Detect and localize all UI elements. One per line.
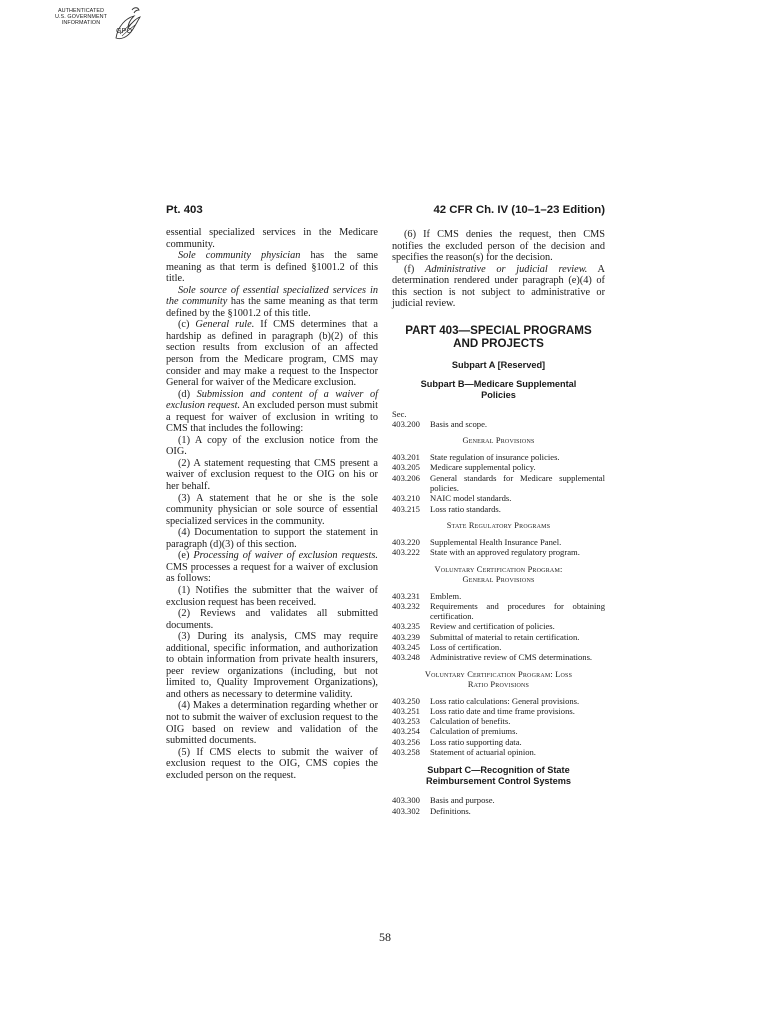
toc-entry — [392, 473, 605, 494]
subpart-heading-line: Subpart C—Recognition of State — [427, 765, 570, 776]
paragraph-heading: Submission and content of a waiver of exclusion request. — [166, 388, 378, 412]
toc-section-title: State regulation of insurance policies. — [430, 452, 560, 463]
toc-section-number: 403.205 — [392, 462, 420, 473]
toc-section-title: State with an approved regulatory program. — [430, 547, 580, 558]
toc-group-heading: State Regulatory Programs — [446, 520, 551, 530]
toc-entry — [392, 747, 605, 757]
paragraph: (2) A statement requesting that CMS present a waiver of exclusion request to the OIG on his or her behalf. — [166, 457, 378, 493]
paragraph: (2) Reviews and validates all submitted documents. — [166, 608, 378, 631]
logo-line-3: INFORMATION — [61, 20, 101, 26]
paragraph: (4) Makes a determination regarding whether or not to submit the waiver of exclusion request to the OIG based on review and validation of the submitted documents. — [166, 700, 378, 747]
toc-section-number: 403.235 — [392, 621, 420, 632]
toc-section-number: 403.220 — [392, 536, 420, 547]
toc-entry — [392, 537, 605, 547]
toc-entry — [392, 591, 605, 601]
toc-entry — [392, 696, 605, 706]
toc-entry — [392, 652, 605, 662]
toc-section-title: Supplemental Health Insurance Panel. — [430, 536, 562, 547]
part-title-line: PART 403—SPECIAL PROGRAMS — [405, 323, 592, 337]
toc-list-general — [392, 452, 605, 514]
paragraph — [392, 264, 605, 310]
toc-section-title: Administrative review of CMS determinations. — [430, 652, 593, 663]
right-column — [392, 229, 605, 816]
toc-group-heading-line: Voluntary Certification Program: Loss — [424, 669, 573, 679]
logo-line-1: AUTHENTICATED — [57, 8, 105, 14]
toc-section-number: 403.210 — [392, 493, 420, 504]
toc-list-vcp-general — [392, 591, 605, 663]
paragraph-text: An excluded person must submit a request for waiver of exclusion in writing to CMS that includes the following: — [166, 400, 378, 435]
gpo-authenticated-logo — [50, 4, 142, 46]
toc-section-title: Loss of certification. — [430, 641, 502, 652]
toc-group-heading-line: Ratio Provisions — [467, 679, 530, 689]
left-column — [166, 227, 378, 781]
toc-entry — [392, 547, 605, 557]
paragraph: essential specialized services in the Medicare community. — [166, 227, 378, 250]
subpart-heading-line: Subpart B—Medicare Supplemental — [420, 378, 577, 389]
toc-list-vcp-loss — [392, 696, 605, 758]
toc-section-number: 403.300 — [392, 795, 420, 806]
paragraph — [166, 250, 378, 285]
toc-section-number: 403.248 — [392, 652, 420, 663]
paragraph — [166, 319, 378, 388]
toc-section-title: Medicare supplemental policy. — [430, 462, 536, 473]
paragraph-text: has the same meaning as that term is defined §1001.2 of this title. — [166, 250, 378, 285]
paragraph — [166, 389, 378, 435]
toc-section-title: Loss ratio supporting data. — [430, 736, 522, 747]
toc-section-number: 403.231 — [392, 590, 420, 601]
paragraph-lead: (d) — [178, 388, 197, 400]
page-number: 58 — [379, 930, 391, 944]
toc-section-title: Loss ratio calculations: General provisions. — [430, 695, 580, 706]
toc-section-title: Statement of actuarial opinion. — [430, 747, 536, 758]
paragraph-lead: (f) — [404, 263, 426, 275]
toc-section-title: Calculation of premiums. — [430, 726, 518, 737]
toc-section-title: Submittal of material to retain certification. — [430, 631, 580, 642]
toc-section-number: 403.253 — [392, 716, 420, 727]
toc-section-title: Requirements and procedures for obtaining certification. — [430, 600, 605, 622]
toc-entry — [392, 632, 605, 642]
toc-section-number: 403.222 — [392, 547, 420, 558]
toc-entry — [392, 504, 605, 514]
toc-group-heading-line: General Provisions — [462, 574, 535, 584]
toc-section-number: 403.256 — [392, 736, 420, 747]
toc-section-number: 403.302 — [392, 805, 420, 816]
paragraph — [166, 285, 378, 320]
toc-section-title: Basis and purpose. — [430, 795, 495, 806]
paragraph-heading: Administrative or judicial review. — [425, 263, 588, 275]
paragraph-lead: (c) — [178, 319, 196, 331]
toc-section-number: 403.200 — [392, 418, 420, 429]
part-title — [392, 324, 605, 350]
part-title-line: AND PROJECTS — [453, 336, 544, 350]
toc-list-subpart-c — [392, 795, 605, 816]
subpart-c-heading — [392, 765, 605, 787]
toc-section-title: Loss ratio date and time frame provisions. — [430, 705, 575, 716]
paragraph: (1) Notifies the submitter that the waiver of exclusion request has been received. — [166, 584, 378, 608]
paragraph: (3) During its analysis, CMS may require additional, specific information, and authorization to obtain information from private health insurers, peer review organizations (including, but not limited to, Quality Improvement Organizations), and others as necessary to determine validity. — [166, 631, 378, 700]
toc-entry — [392, 419, 605, 429]
toc-section-title: NAIC model standards. — [430, 493, 512, 504]
gpo-logo-text — [50, 8, 132, 35]
paragraph-lead: (e) — [178, 550, 194, 562]
paragraph-text: A determination rendered under paragraph (e)(4) of this section is not subject to administrative or judicial review. — [392, 263, 605, 310]
defined-term: Sole community physician — [178, 250, 301, 262]
toc-list-basis — [392, 419, 605, 429]
toc-section-number: 403.254 — [392, 726, 420, 737]
toc-entry — [392, 642, 605, 652]
toc-section-title: Emblem. — [430, 590, 462, 601]
toc-section-number: 403.239 — [392, 631, 420, 642]
toc-section-title: Loss ratio standards. — [430, 503, 501, 514]
paragraph: (5) If CMS elects to submit the waiver of exclusion request to the OIG, CMS copies the excluded person on the request. — [166, 746, 378, 781]
toc-section-title: Calculation of benefits. — [430, 716, 511, 727]
subpart-a-heading: Subpart A [Reserved] — [451, 359, 546, 370]
toc-section-number: 403.258 — [392, 747, 420, 758]
paragraph-heading: Processing of waiver of exclusion requests. — [193, 550, 378, 562]
toc-entry — [392, 806, 605, 816]
logo-line-2: U.S. GOVERNMENT — [54, 14, 108, 20]
toc-list-state — [392, 537, 605, 558]
toc-section-title: General standards for Medicare supplemental policies. — [430, 472, 605, 494]
toc-section-number: 403.201 — [392, 452, 420, 463]
paragraph-text: If CMS determines that a hardship as defined in paragraph (b)(2) of this section results from exclusion of an affected person from the Medicare program, CMS may consider and may make a request to the Inspector General for waiver of the Medicare exclusion. — [166, 319, 378, 389]
toc-group-heading: General Provisions — [462, 436, 535, 446]
subpart-heading-line: Policies — [481, 389, 516, 400]
eagle-icon — [112, 4, 142, 46]
toc-entry — [392, 726, 605, 736]
toc-entry — [392, 737, 605, 747]
section-label: Sec. — [392, 408, 407, 419]
toc-section-number: 403.232 — [392, 600, 420, 611]
toc-section-number: 403.215 — [392, 503, 420, 514]
paragraph-text: has the same meaning as that term defined by the §1001.2 of this title. — [166, 296, 378, 319]
toc-section-number: 403.250 — [392, 695, 420, 706]
toc-entry — [392, 493, 605, 503]
paragraph — [166, 550, 378, 585]
toc-entry — [392, 621, 605, 631]
paragraph-heading: General rule. — [195, 319, 255, 331]
toc-group-heading-line: Voluntary Certification Program: — [434, 564, 563, 574]
logo-gpo-mark: GPO — [116, 28, 132, 35]
toc-entry — [392, 462, 605, 472]
toc-entry — [392, 706, 605, 716]
paragraph: (4) Documentation to support the statement in paragraph (d)(3) of this section. — [166, 527, 378, 550]
toc-section-title: Definitions. — [430, 805, 471, 816]
toc-section-number: 403.206 — [392, 472, 420, 483]
paragraph: (6) If CMS denies the request, then CMS notifies the excluded person of the decision and specifies the reason(s) for the decision. — [392, 229, 605, 264]
subpart-b-heading — [392, 379, 605, 401]
toc-section-title: Review and certification of policies. — [430, 621, 555, 632]
toc-entry — [392, 601, 605, 622]
toc-entry — [392, 716, 605, 726]
subpart-heading-line: Reimbursement Control Systems — [426, 776, 571, 787]
running-head-left: Pt. 403 — [166, 204, 203, 216]
toc-entry — [392, 452, 605, 462]
toc-section-title: Basis and scope. — [430, 418, 488, 429]
paragraph-text: CMS processes a request for a waiver of exclusion as follows: — [166, 561, 378, 585]
toc-group-heading — [392, 670, 605, 690]
defined-term: Sole source of essential specialized services in the community — [166, 284, 378, 308]
paragraph: (3) A statement that he or she is the sole community physician or sole source of essential specialized services in the community. — [166, 492, 378, 527]
paragraph: (1) A copy of the exclusion notice from the OIG. — [166, 434, 378, 458]
running-head-right: 42 CFR Ch. IV (10–1–23 Edition) — [433, 204, 605, 216]
toc-section-number: 403.245 — [392, 641, 420, 652]
toc-entry — [392, 795, 605, 805]
toc-group-heading — [392, 565, 605, 585]
toc-section-number: 403.251 — [392, 705, 420, 716]
